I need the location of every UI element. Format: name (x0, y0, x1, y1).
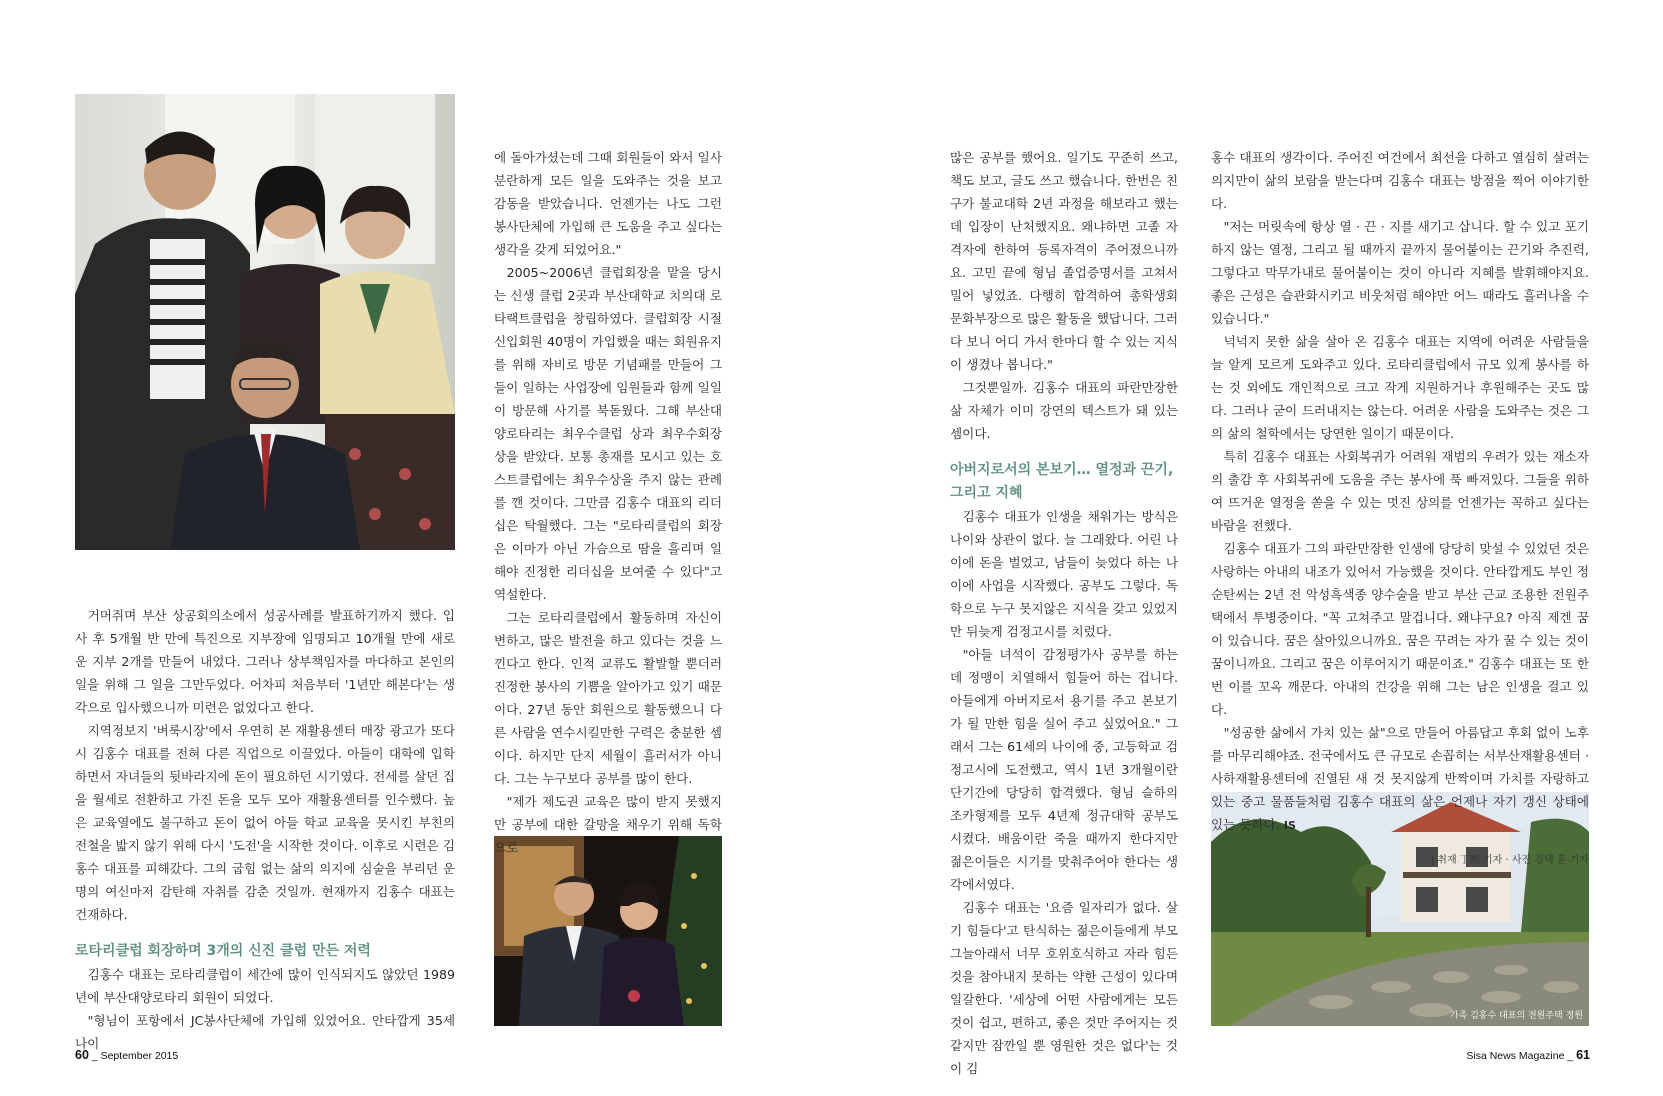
left-column-1 (75, 604, 455, 1055)
paragraph: 에 돌아가셨는데 그때 회원들이 와서 일사분란하게 모든 일을 도와주는 것을 보고 감동을 받았습니다. 언젠가는 나도 그런 봉사단체에 가입해 큰 도움을 주고 싶다는 생각을 갖게 되었어요." (494, 150, 722, 257)
page-number: 60 (75, 1048, 89, 1062)
paragraph: 그것뿐일까. 김홍수 대표의 파란만장한 삶 자체가 이미 강연의 텍스트가 돼 있는 셈이다. (950, 380, 1178, 441)
couple-photo (494, 836, 722, 1026)
paragraph: 2005~2006년 클럽회장을 맡을 당시는 신생 클럽 2곳과 부산대학교 치의대 로타랙트클럽을 창립하였다. 클럽회장 시절 신입회원 40명이 가입했을 때는 회원유지를 위해 자비로 방문 기념패를 만들어 그들이 일하는 사업장에 임원들과 함께 일일이 방문해 사기를 북돋웠다. 그해 부산대양로타리는 최우수클럽 상과 최우수회장 상을 받았다. 보통 총재를 모시고 있는 호스트클럽에는 최우수상을 주지 않는 관례를 깬 것이다. 그만큼 김홍수 대표의 리더십은 탁월했다. 그는 "로타리클럽의 회장은 이마가 아닌 가슴으로 땀을 흘리며 일해야 진정한 리더십을 보여줄 수 있다"고 역설한다. (494, 265, 722, 602)
paragraph: 김홍수 대표가 그의 파란만장한 인생에 당당히 맞설 수 있었던 것은 사랑하는 아내의 내조가 있어서 가능했을 것이다. 안타깝게도 부인 정순탄씨는 2년 전 악성흑색종 양수술을 받고 부산 근교 조용한 전원주택에서 투병중이다. "꼭 고쳐주고 말겁니다. 왜냐구요? 아직 제겐 꿈이 있습니다. 꿈은 살아있으니까요. 꿈은 꾸려는 자가 꿀 수 있는 것이 꿈이니까요. 그리고 꿈은 이루어지기 때문이죠." 김홍수 대표는 또 한번 이를 꼬옥 깨문다. 아내의 건강을 위해 그는 남은 인생을 걸고 있다. (1211, 541, 1589, 717)
paragraph: 특히 김홍수 대표는 사회복귀가 어려워 재범의 우려가 있는 재소자의 출감 후 사회복귀에 도움을 주는 봉사에 푹 빠져있다. 그들을 위하여 뜨거운 열정을 쏟을 수 있는 멋진 상의를 언젠가는 꼭하고 싶다는 바람을 전했다. (1211, 449, 1589, 533)
right-column-3 (950, 146, 1178, 1080)
paragraph: "형님이 포항에서 JC봉사단체에 가입해 있었어요. 안타깝게 35세 나이 (75, 1013, 455, 1051)
paragraph: "저는 머릿속에 항상 열 · 끈 · 지를 새기고 삽니다. 할 수 있고 포기하지 않는 열정, 그리고 될 때까지 끝까지 물어붙이는 끈기와 추진력, 그렇다고 막무가내로 물어붙이는 것이 아니라 지혜를 발휘해야지요. 좋은 근성은 습관화시키고 비웃처럼 해야만 어느 때라도 흘러나올 수 있습니다." (1211, 219, 1589, 326)
section-subhead-line2: 그리고 지혜 (950, 485, 1023, 501)
paragraph: 거머쥐며 부산 상공회의소에서 성공사례를 발표하기까지 했다. 입사 후 5개월 반 만에 특진으로 지부장에 임명되고 10개월 만에 새로운 지부 2개를 만들어 내었다. 그러나 상부책임자를 마다하고 본인의 일을 위해 그 일을 그만두었다. 어차피 처음부터 '1년만 해본다'는 생각으로 입사했으니까 미련은 없었다고 한다. (75, 608, 455, 715)
left-folio: 60 _ September 2015 (75, 1048, 179, 1062)
left-column-2 (494, 146, 722, 859)
right-column-4 (1211, 146, 1589, 872)
paragraph: "제가 제도권 교육은 많이 받지 못했지만 공부에 대한 갈망을 채우기 위해 독학으로 (494, 794, 722, 855)
issue-date: September 2015 (100, 1050, 179, 1062)
paragraph: "아들 녀석이 감정평가사 공부를 하는데 정맹이 치열해서 힘들어 하는 겁니다. 아들에게 아버지로서 용기를 주고 본보기가 될 만한 힘을 실어 주고 싶었어요." 그래서 그는 61세의 나이에 중, 고등학교 검정고시에 도전했고, 역시 1년 3개월이란 단기간에 당당히 합격했다. 형님 슬하의 조카형제를 모두 4년제 정규대학 공부도 시켰다. 배움이란 죽을 때까지 한다지만 젊은이들은 시기를 맞춰주어야 한다는 생각에서였다. (950, 647, 1178, 892)
section-subhead-line1: 아버지로서의 본보기… 열정과 끈기, (950, 462, 1174, 478)
paragraph: 김홍수 대표가 인생을 채워가는 방식은 나이와 상관이 없다. 늘 그래왔다. 어린 나이에 돈을 벌었고, 남들이 늦었다 하는 나이에 사업을 시작했다. 공부도 그렇다. 독학으로 누구 못지않은 지식을 갖고 있었지만 뒤늦게 검정고시를 치렀다. (950, 509, 1178, 639)
family-photo (75, 94, 455, 550)
paragraph: 많은 공부를 했어요. 일기도 꾸준히 쓰고, 책도 보고, 글도 쓰고 했습니다. 한번은 친구가 불교대학 2년 과정을 해보라고 했는데 입장이 난처했지요. 왜냐하면 고졸 자격자에 한하여 등록자격이 주어졌으니까요. 고민 끝에 형님 졸업증명서를 고쳐서 밀어 넣었죠. 다행히 합격하여 총학생회 문화부장으로 많은 활동을 했답니다. 그러다 보니 어디 가서 한마디 할 수 있는 지식이 생겼나 봅니다." (950, 150, 1178, 372)
paragraph-text: "성공한 삶에서 가치 있는 삶"으로 만들어 아름답고 후회 없이 노후를 마무리해야죠. 전국에서도 큰 규모로 손꼽히는 서부산재활용센터 · 사하재활용센터에 진열된 새 것 못지않게 반짝이며 가치를 자랑하고 있는 중고 물품들처럼 김홍수 대표의 삶은 언제나 자기 갱신 상태에 있는 듯하다. (1211, 725, 1589, 832)
paragraph: 지역정보지 '벼룩시장'에서 우연히 본 재활용센터 매장 광고가 또다시 김홍수 대표를 전혀 다른 직업으로 이끌었다. 아들이 대학에 입학하면서 자녀들의 뒷바라지에 돈이 필요하던 시기였다. 전세를 살던 집을 월세로 전환하고 가진 돈을 모두 모아 재활용센터를 인수했다. 높은 교육열에도 불구하고 돈이 없어 아들 학교 교육을 못시킨 부친의 전철을 밟지 않기 위해 다시 '도전'을 시작한 것이다. 이후로 시련은 김홍수 대표를 피해갔다. 그의 굽힘 없는 삶의 의지에 심술을 부리던 운명의 여신마저 감탄해 자취를 감춘 것일까. 현재까지 김홍수 대표는 건재하다. (75, 723, 455, 922)
magazine-name: Sisa News Magazine (1466, 1050, 1565, 1062)
photo-caption: 가족 김홍수 대표의 전원주택 정원 (1449, 1011, 1583, 1021)
paragraph: 홍수 대표의 생각이다. 주어진 여건에서 최선을 다하고 열심히 살려는 의지만이 삶의 보람을 받는다며 김홍수 대표는 방점을 찍어 이야기한다. (1211, 150, 1589, 211)
right-folio: Sisa News Magazine _ 61 (1466, 1048, 1590, 1062)
paragraph: 그는 로타리클럽에서 활동하며 자신이 변하고, 많은 발전을 하고 있다는 것을 느낀다고 한다. 인적 교류도 활발할 뿐더러 진정한 봉사의 기쁨을 알아가고 있기 때문이다. 27년 동안 회원으로 활동했으니 다른 사람을 연수시킬만한 구력은 충분한 셈이다. 하지만 단지 세월이 흘러서가 아니다. 그는 누구보다 공부를 많이 한다. (494, 610, 722, 786)
section-subhead: 로타리클럽 회장하며 3개의 신진 클럽 만든 저력 (75, 943, 371, 959)
end-mark: IS (1283, 819, 1296, 832)
paragraph: 넉넉지 못한 삶을 살아 온 김홍수 대표는 지역에 어려운 사람들을 늘 알게 모르게 도와주고 있다. 로타리클럽에서 규모 있게 봉사를 하는 것 외에도 개인적으로 크고 작게 지원하거나 후원해주는 곳도 많다. 그러나 굳이 드러내지는 않는다. 어려운 사람을 도와주는 것은 그의 삶의 철학에서는 당연한 일이기 때문이다. (1211, 334, 1589, 441)
paragraph: 김홍수 대표는 '요즘 일자리가 없다. 살기 힘들다'고 탄식하는 젊은이들에게 부모 그늘아래서 너무 호위호식하고 자라 힘든 것을 참아내지 못하는 약한 근성이 있다며 일갈한다. '세상에 어떤 사람에게는 모든 것이 쉽고, 편하고, 좋은 것만 주어지는 것 같지만 잠깐일 뿐 영원한 것은 없다'는 것이 김 (950, 900, 1178, 1076)
page-number: 61 (1576, 1048, 1590, 1062)
byline: | 취재 丁熙 기자 · 사진 김택 훈 기자 (1430, 855, 1589, 866)
paragraph: 김홍수 대표는 로타리클럽이 세간에 많이 인식되지도 않았던 1989년에 부산대양로타리 회원이 되었다. (75, 967, 455, 1005)
paragraph (1211, 721, 1589, 837)
